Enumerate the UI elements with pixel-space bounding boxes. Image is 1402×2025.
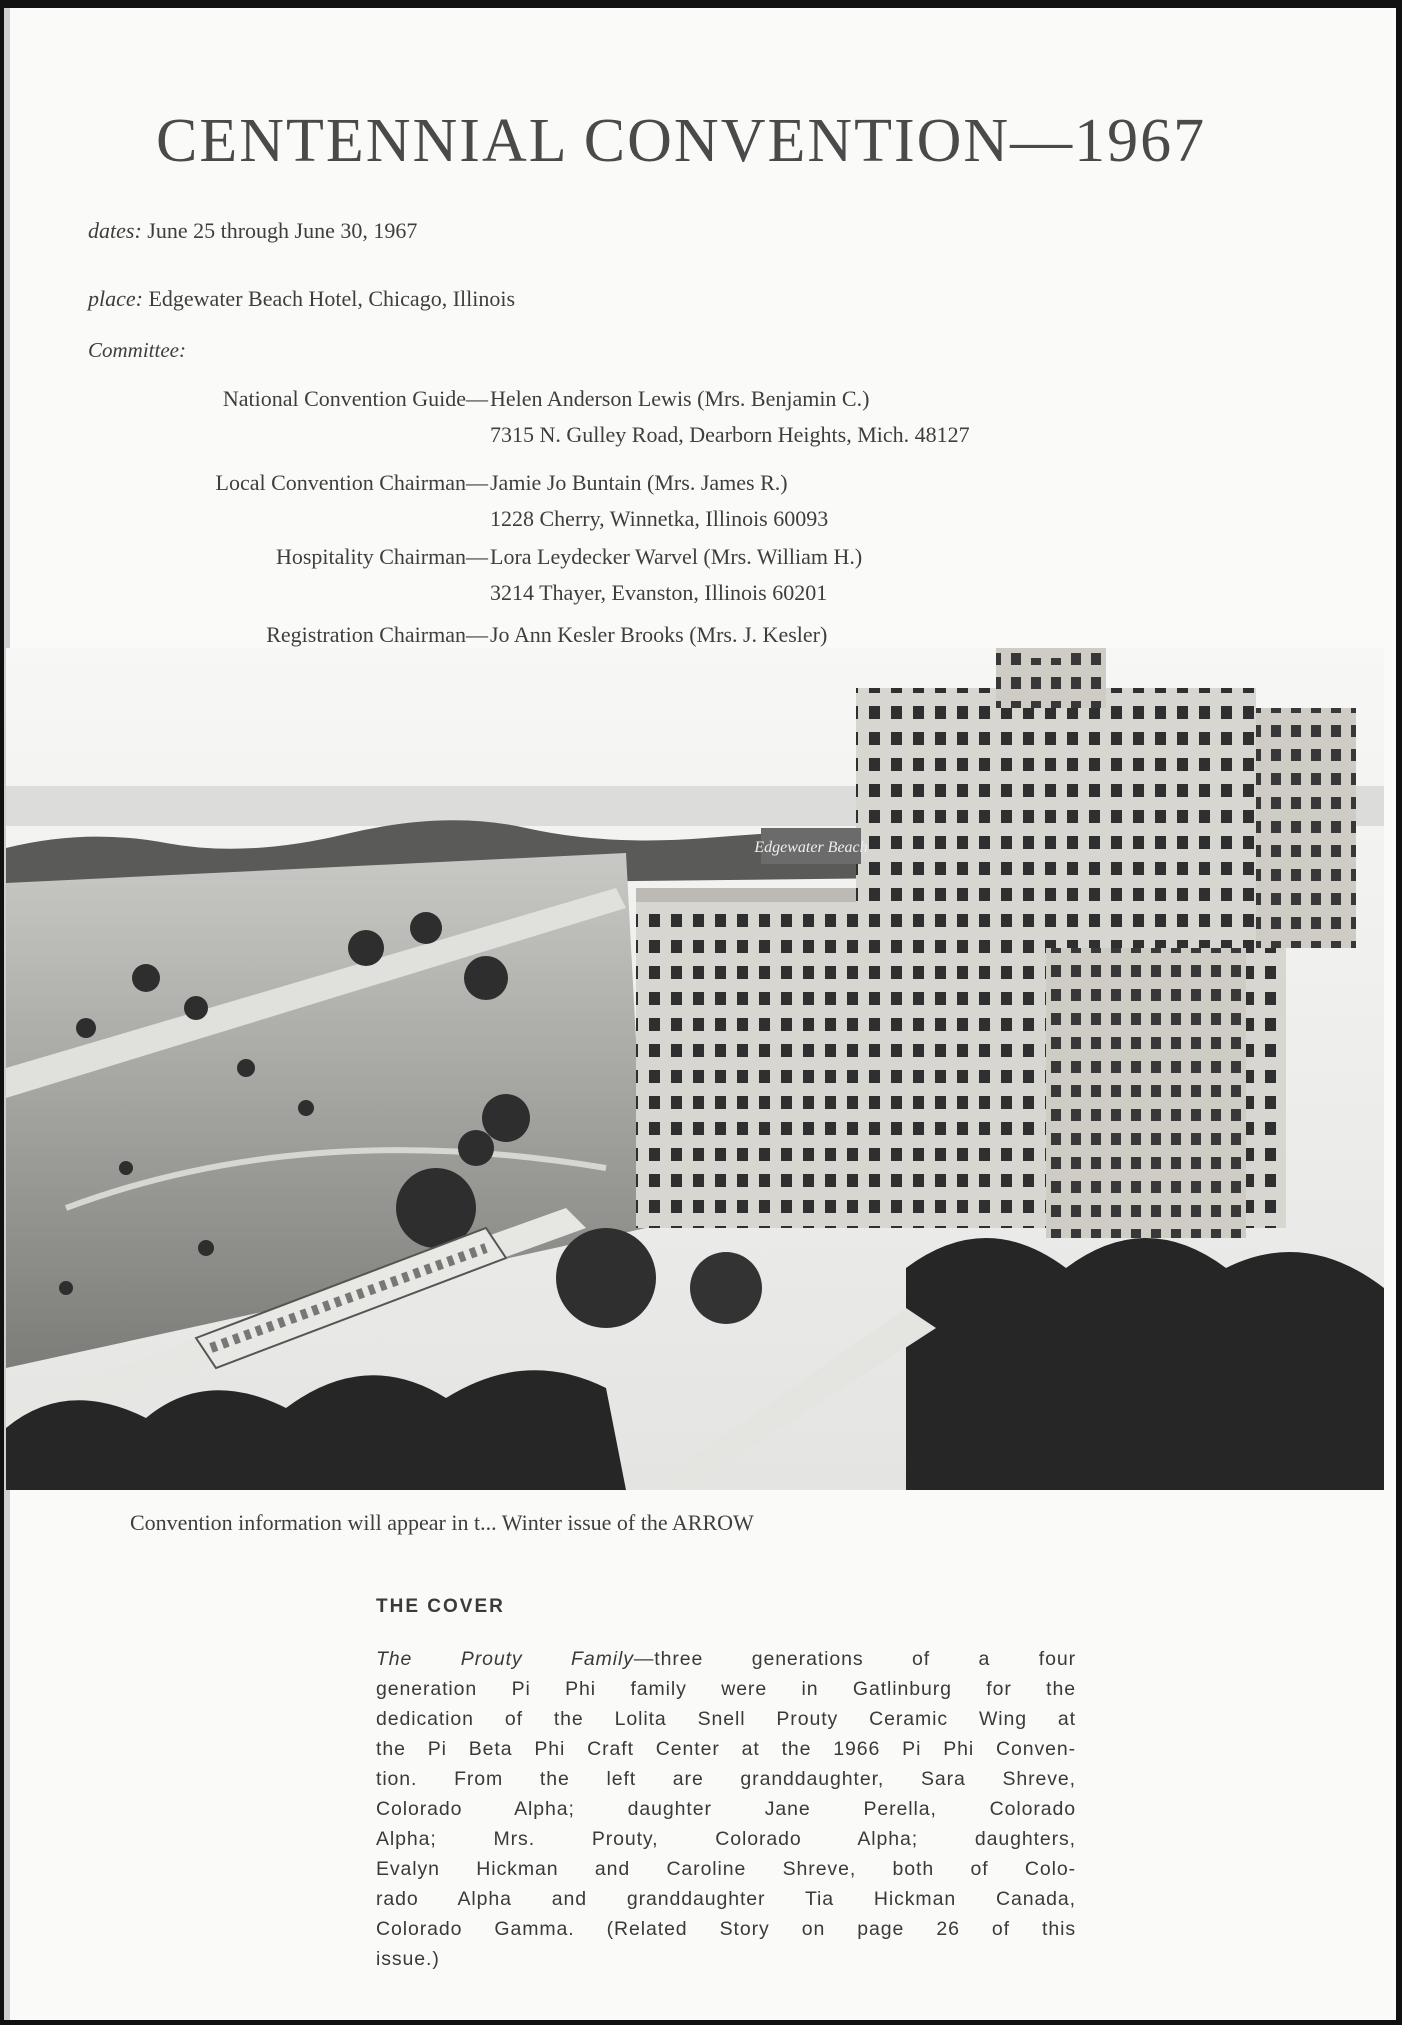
cover-heading: THE COVER: [376, 1596, 505, 1617]
committee-heading: Committee:: [88, 338, 186, 362]
page-title: CENTENNIAL CONVENTION—1967: [156, 107, 1207, 175]
cover-description: [376, 1644, 1076, 1974]
rooftop-sign: Edgewater Beach: [754, 839, 868, 856]
cover-line: the Pi Beta Phi Craft Center at the 1966 Pi Phi Conven-: [376, 1738, 1076, 1760]
member-address: 1228 Cherry, Winnetka, Illinois 60093: [490, 506, 829, 531]
member-address: 3214 Thayer, Evanston, Illinois 60201: [490, 580, 828, 605]
dates-line: [88, 218, 417, 244]
place-line: [88, 286, 515, 312]
hotel-photograph: [6, 648, 1384, 1490]
cover-line: Alpha; Mrs. Prouty, Colorado Alpha; daughters,: [376, 1828, 1076, 1850]
cover-line: The Prouty Family—three generations of a four: [376, 1648, 1076, 1670]
cover-line: Colorado Gamma. (Related Story on page 26 of this: [376, 1918, 1076, 1940]
cover-line: rado Alpha and granddaughter Tia Hickman Canada,: [376, 1888, 1076, 1910]
member-address: 7315 N. Gulley Road, Dearborn Heights, Mich. 48127: [490, 422, 970, 447]
member-role: Hospitality Chairman—: [275, 544, 488, 569]
cover-line: tion. From the left are granddaughter, Sara Shreve,: [376, 1768, 1076, 1790]
member-role: Registration Chairman—: [266, 622, 488, 647]
cover-line: Evalyn Hickman and Caroline Shreve, both of Colo-: [376, 1858, 1076, 1880]
photo-caption: Convention information will appear in t... Winter issue of the ARROW: [130, 1510, 754, 1535]
member-name: Helen Anderson Lewis (Mrs. Benjamin C.): [490, 386, 870, 411]
member-role: Local Convention Chairman—: [215, 470, 488, 495]
dates-label: dates:: [88, 218, 142, 243]
cover-lead: The Prouty Family: [376, 1648, 634, 1670]
member-name: Jo Ann Kesler Brooks (Mrs. J. Kesler): [490, 622, 828, 647]
cover-line: generation Pi Phi family were in Gatlinburg for the: [376, 1678, 1076, 1700]
page: [4, 8, 1396, 2020]
member-name: Lora Leydecker Warvel (Mrs. William H.): [490, 544, 863, 569]
place-value: Edgewater Beach Hotel, Chicago, Illinois: [148, 286, 516, 311]
hotel-aerial-image: [6, 648, 1384, 1490]
place-label: place:: [88, 286, 143, 311]
member-name: Jamie Jo Buntain (Mrs. James R.): [490, 470, 788, 495]
dates-value: June 25 through June 30, 1967: [147, 218, 418, 243]
cover-line: issue.): [376, 1948, 440, 1970]
cover-line: dedication of the Lolita Snell Prouty Ceramic Wing at: [376, 1708, 1076, 1730]
cover-line: Colorado Alpha; daughter Jane Perella, Colorado: [376, 1798, 1076, 1820]
member-role: National Convention Guide—: [222, 386, 488, 411]
